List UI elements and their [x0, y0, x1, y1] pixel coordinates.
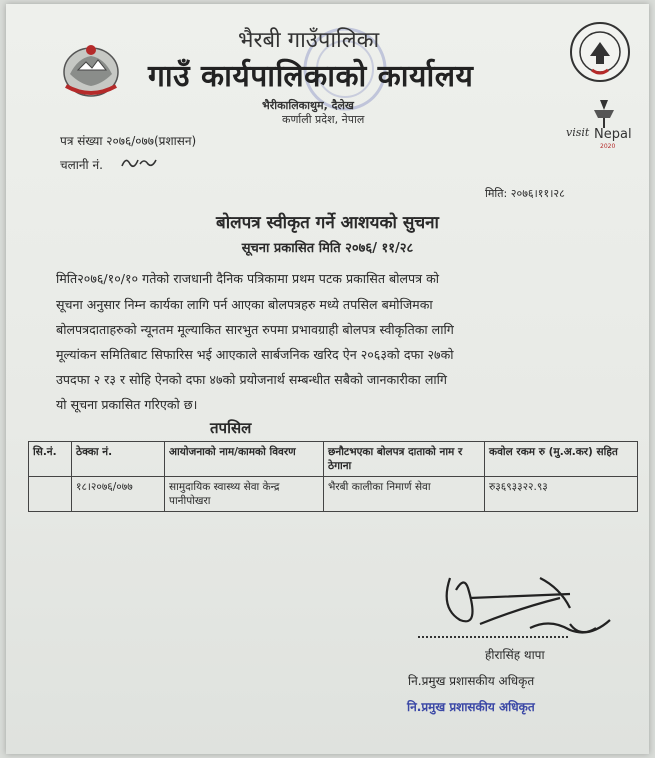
- notice-subtitle: सूचना प्रकासित मिति २०७६/ ११/२८: [241, 241, 414, 256]
- notice-body-line: मूल्यांकन समितिबाट सिफारिस भई आएकाले सार्बजनिक खरिद ऐन २०६३को दफा २७को: [56, 347, 454, 362]
- handwritten-dispatch-number: [120, 152, 160, 172]
- column-header: छनौटभएका बोलपत्र दाताको नाम र ठेगाना: [324, 442, 485, 477]
- dispatch-number-label: चलानी नं.: [60, 158, 103, 172]
- signer-name: हीरासिंह थापा: [485, 648, 545, 662]
- office-address-line2: कर्णाली प्रदेश, नेपाल: [282, 113, 365, 126]
- notice-body-line: सूचना अनुसार निम्न कार्यका लागि पर्न आएका बोलपत्रहरु मध्ये तपसिल बमोजिमका: [56, 297, 433, 312]
- visit-nepal-logo-icon: [564, 96, 642, 152]
- office-address-line1: भैरीकालिकाथुम, दैलेख: [262, 99, 354, 112]
- svg-text:visit: visit: [566, 126, 590, 139]
- notice-title: बोलपत्र स्वीकृत गर्ने आशयको सुचना: [216, 213, 439, 233]
- nepal-emblem-icon: [58, 40, 124, 100]
- cell-project: सामुदायिक स्वास्थ्य सेवा केन्द्र पानीपोखरा: [165, 477, 324, 512]
- column-header: आयोजनाको नाम/कामको विवरण: [165, 442, 324, 477]
- cell-bidder: भैरबी कालीका निमार्ण सेवा: [324, 477, 485, 512]
- reference-number: पत्र संख्या २०७६/०७७(प्रशासन): [60, 134, 197, 148]
- column-header: ठेक्का नं.: [72, 442, 165, 477]
- signature-line: [418, 636, 568, 638]
- table-row: [29, 477, 638, 512]
- svg-text:2020: 2020: [600, 143, 616, 150]
- column-header: सि.नं.: [29, 442, 72, 477]
- office-title: गाउँ कार्यपालिकाको कार्यालय: [148, 59, 474, 94]
- municipality-seal-icon: [568, 20, 632, 84]
- column-header: कवोल रकम रु (मु.अ.कर) सहित: [485, 442, 638, 477]
- svg-text:Nepal: Nepal: [594, 127, 632, 142]
- notice-body-line: मिति२०७६/१०/१० गतेको राजधानी दैनिक पत्रिकामा प्रथम पटक प्रकासित बोलपत्र को: [56, 271, 440, 286]
- cell-sn: [29, 477, 72, 512]
- notice-body-line: यो सूचना प्रकासित गरिएको छ।: [56, 397, 198, 412]
- notice-body-line: उपदफा २ र३ र सोहि ऐनको दफा ४७को प्रयोजनार्थ सम्बन्धीत सबैको जानकारीका लागि: [56, 372, 447, 387]
- issue-date: मिति: २०७६।११।२८: [485, 187, 565, 200]
- cell-amount: रु३६९३३२२.९३: [485, 477, 638, 512]
- notice-body-line: बोलपत्रदाताहरुको न्यूनतम मूल्याकित सारभुत रुपमा प्रभावग्राही बोलपत्र स्वीकृतिका लागि: [56, 322, 454, 337]
- details-heading: तपसिल: [210, 419, 252, 437]
- table-header-row: [29, 442, 638, 477]
- contract-details-table: [28, 441, 638, 512]
- designation-stamp: नि.प्रमुख प्रशासकीय अधिकृत: [407, 700, 535, 714]
- cell-contract-no: १८।२०७६/०७७: [72, 477, 165, 512]
- office-name: भैरबी गाउँपालिका: [238, 28, 380, 53]
- signer-designation: नि.प्रमुख प्रशासकीय अधिकृत: [408, 674, 535, 688]
